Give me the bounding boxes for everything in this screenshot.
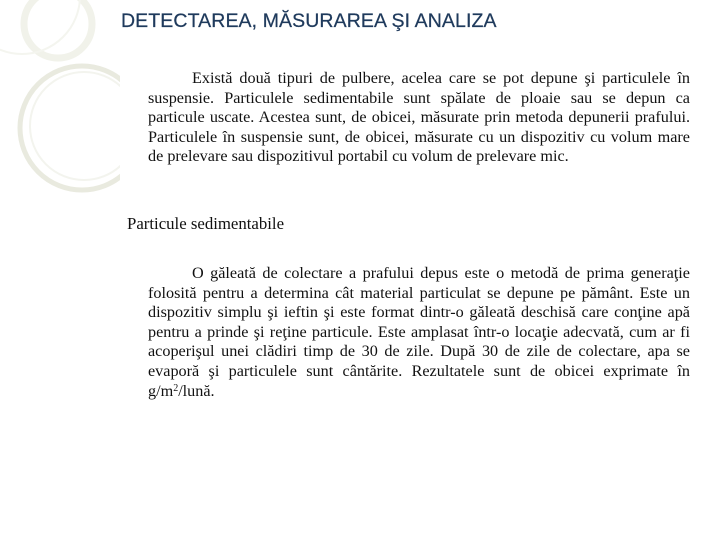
decorative-arc	[0, 0, 80, 54]
decorative-arc	[20, 66, 120, 190]
section-subheading: Particule sedimentabile	[127, 214, 285, 233]
page-title: DETECTAREA, MĂSURAREA ŞI ANALIZA	[121, 10, 497, 32]
body-paragraph-text: O găleată de colectare a prafului depus este o metodă de prima generaţie folosită pentru a determina cât material particulat se depune pe pământ. Este un dispozitiv simplu şi ieftin şi este format dintr-o găleată deschisă care conţine apă pentru a prinde şi reţine particule. Este amplasat într-o locaţie adecvată, cum ar fi acoperişul unei clădiri timp de 30 de zile. După 30 de zile de colectare, apa se evaporă şi particulele sunt cântărite. Rezultatele sunt de obicei exprimate în g/m	[148, 264, 690, 400]
decorative-circles-ornament	[0, 0, 120, 220]
unit-exponent: 2	[173, 382, 179, 394]
body-paragraph	[148, 264, 690, 401]
decorative-arc	[24, 0, 92, 58]
unit-tail: /lună.	[178, 381, 215, 400]
intro-paragraph: Există două tipuri de pulbere, acelea care se pot depune şi particulele în suspensie. Particulele sedimentabile sunt spălate de ploaie sau se depun ca particule uscate. Acestea sunt, de obicei, măsurate prin metoda depunerii prafului. Particulele în suspensie sunt, de obicei, măsurate cu un dispozitiv cu volum mare de prelevare sau dispozitivul portabil cu volum de prelevare mic.	[148, 69, 690, 166]
decorative-arc	[30, 72, 120, 180]
